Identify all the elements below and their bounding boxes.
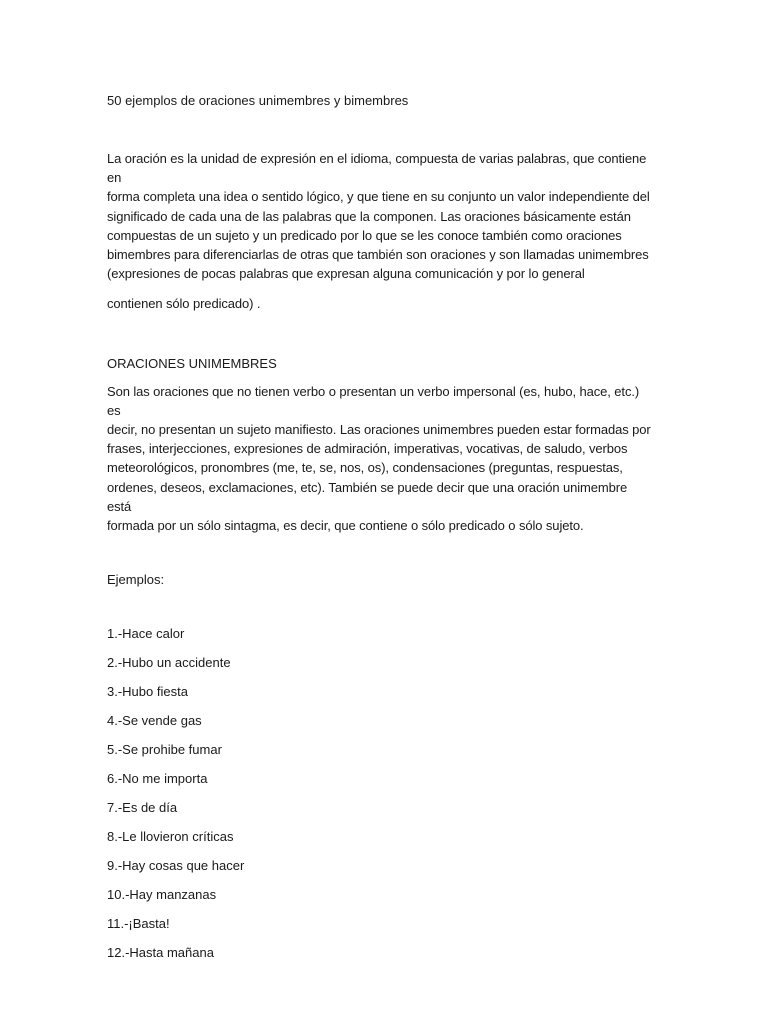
example-item: 9.-Hay cosas que hacer (107, 858, 245, 874)
section-paragraph (107, 382, 653, 536)
section-line: formada por un sólo sintagma, es decir, que contiene o sólo predicado o sólo sujeto. (107, 518, 584, 534)
section-line: Son las oraciones que no tienen verbo o presentan un verbo impersonal (es, hubo, hace, etc.) es (107, 383, 640, 418)
intro-line: (expresiones de pocas palabras que expresan alguna comunicación y por lo general (107, 266, 585, 282)
section-line: decir, no presentan un sujeto manifiesto. Las oraciones unimembres pueden estar formadas por (107, 422, 651, 438)
section-line: frases, interjecciones, expresiones de admiración, imperativas, vocativas, de saludo, verbos (107, 441, 628, 457)
intro-line: La oración es la unidad de expresión en el idioma, compuesta de varias palabras, que contiene en (107, 151, 647, 186)
intro-line: forma completa una idea o sentido lógico, y que tiene en su conjunto un valor independiente del (107, 189, 650, 205)
intro-line: significado de cada una de las palabras que la componen. Las oraciones básicamente están (107, 208, 631, 224)
example-item: 10.-Hay manzanas (107, 887, 217, 903)
document-content (107, 92, 653, 973)
example-item: 3.-Hubo fiesta (107, 684, 188, 700)
section-line: ordenes, deseos, exclamaciones, etc). También se puede decir que una oración unimembre está (107, 479, 628, 514)
section-line: meteorológicos, pronombres (me, te, se, nos, os), condensaciones (preguntas, respuestas, (107, 460, 623, 476)
examples-label: Ejemplos: (107, 572, 165, 588)
section-heading: ORACIONES UNIMEMBRES (107, 355, 277, 371)
example-item: 4.-Se vende gas (107, 713, 202, 729)
intro-tail: contienen sólo predicado) . (107, 296, 261, 312)
example-item: 2.-Hubo un accidente (107, 655, 231, 671)
example-item: 1.-Hace calor (107, 626, 185, 642)
intro-paragraph (107, 149, 653, 283)
examples-list (107, 625, 653, 973)
document-title: 50 ejemplos de oraciones unimembres y bimembres (107, 93, 409, 108)
intro-line: compuestas de un sujeto y un predicado por lo que se les conoce también como oraciones (107, 227, 622, 243)
example-item: 7.-Es de día (107, 800, 178, 816)
intro-line: bimembres para diferenciarlas de otras que también son oraciones y son llamadas unimembres (107, 247, 649, 263)
example-item: 8.-Le llovieron críticas (107, 829, 234, 845)
example-item: 6.-No me importa (107, 771, 208, 787)
example-item: 12.-Hasta mañana (107, 945, 214, 961)
example-item: 11.-¡Basta! (107, 916, 170, 932)
example-item: 5.-Se prohibe fumar (107, 742, 222, 758)
